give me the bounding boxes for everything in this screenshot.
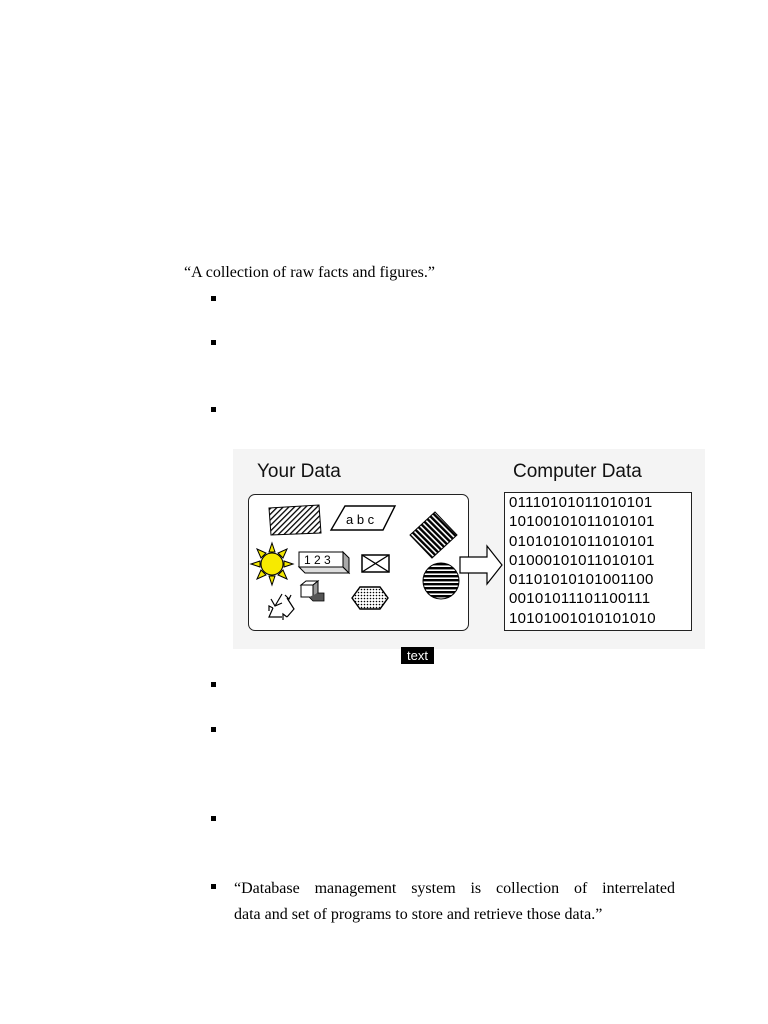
binary-row: 01010101011010101 [509,532,655,550]
bullet-3 [211,407,216,412]
dotted-hexagon-icon [352,587,388,609]
hatched-rectangle-icon [269,505,321,535]
striped-circle-icon [423,563,459,599]
binary-row: 01110101011010101 [509,494,653,511]
bullet-4 [211,682,216,687]
binary-row: 10101001010101010 [509,609,656,627]
dbms-definition-quote [234,876,675,928]
arrow-right-icon [459,543,504,587]
abc-shape-label: a b c [346,512,375,527]
striped-diamond-icon [410,512,457,558]
dbms-quote-line-1: “Database management system is collection of interrelated [234,880,675,897]
dbms-quote-line-2: data and set of programs to store and retrieve those data.” [234,906,603,923]
cube-icon [301,581,324,601]
your-data-title: Your Data [257,461,341,482]
bullet-7 [211,884,216,889]
sun-icon [251,543,293,585]
binary-row: 00101011101100111 [509,590,651,608]
text-shape-label: text [401,647,434,664]
bullet-6 [211,816,216,821]
recycle-icon [269,594,294,620]
bullet-1 [211,296,216,301]
binary-row: 10100101011010101 [509,513,655,531]
numbers-shape-label: 1 2 3 [304,553,331,567]
data-conversion-figure [233,449,705,663]
your-data-box [248,494,469,663]
your-data-shapes [249,495,468,630]
binary-row: 01101010101001100 [509,571,654,589]
binary-row: 01000101011010101 [509,551,655,569]
bullet-5 [211,727,216,732]
envelope-icon [362,555,389,572]
data-definition-quote: “A collection of raw facts and figures.” [184,264,436,281]
computer-data-box [504,492,692,631]
computer-data-title: Computer Data [513,461,642,482]
bullet-2 [211,340,216,345]
